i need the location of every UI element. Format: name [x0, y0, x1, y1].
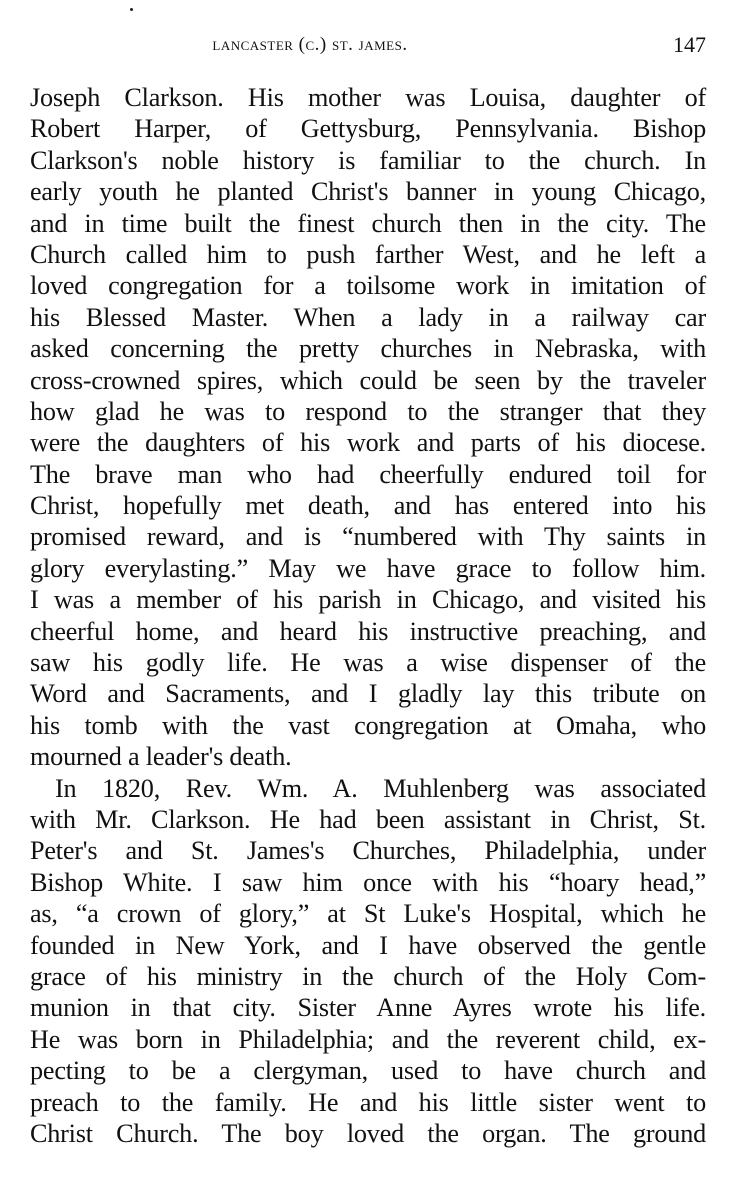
- text-line: and in time built the finest church then in the city. The: [30, 208, 706, 238]
- text-line: early youth he planted Christ's banner in young Chicago,: [30, 177, 706, 207]
- text-line: his tomb with the vast congregation at Omaha, who: [30, 710, 706, 740]
- text-line: The brave man who had cheerfully endured toil for: [30, 459, 706, 489]
- text-line: Clarkson's noble history is familiar to the church. In: [30, 145, 706, 175]
- text-line: were the daughters of his work and parts of his diocese.: [30, 428, 706, 458]
- text-line: He was born in Philadelphia; and the reverent child, ex-: [30, 1024, 706, 1054]
- text-line: I was a member of his parish in Chicago, and visited his: [30, 585, 706, 615]
- text-line: promised reward, and is “numbered with Thy saints in: [30, 522, 706, 552]
- text-line: with Mr. Clarkson. He had been assistant in Christ, St.: [30, 804, 706, 834]
- text-line: Word and Sacraments, and I gladly lay this tribute on: [30, 679, 706, 709]
- text-line: Church called him to push farther West, and he left a: [30, 239, 706, 269]
- text-line: Christ Church. The boy loved the organ. The ground: [30, 1118, 706, 1148]
- text-line: how glad he was to respond to the stranger that they: [30, 396, 706, 426]
- text-line: as, “a crown of glory,” at St Luke's Hospital, which he: [30, 899, 706, 929]
- text-line: preach to the family. He and his little sister went to: [30, 1087, 706, 1117]
- text-line: cheerful home, and heard his instructive preaching, and: [30, 616, 706, 646]
- text-line: mourned a leader's death.: [30, 742, 292, 772]
- text-line: cross-crowned spires, which could be seen by the traveler: [30, 365, 706, 395]
- running-title: lancaster (c.) st. james.: [212, 34, 408, 55]
- scan-speck: [130, 8, 133, 11]
- text-line: loved congregation for a toilsome work in imitation of: [30, 271, 706, 301]
- text-line: munion in that city. Sister Anne Ayres wrote his life.: [30, 993, 706, 1023]
- running-head: [30, 30, 706, 60]
- text-line: saw his godly life. He was a wise dispenser of the: [30, 648, 706, 678]
- page-number: 147: [673, 32, 706, 57]
- text-line: grace of his ministry in the church of the Holy Com-: [30, 961, 706, 991]
- text-line: glory everylasting.” May we have grace to follow him.: [30, 553, 706, 583]
- text-line: his Blessed Master. When a lady in a railway car: [30, 302, 706, 332]
- text-line: Christ, hopefully met death, and has entered into his: [30, 491, 706, 521]
- text-line: founded in New York, and I have observed the gentle: [30, 930, 706, 960]
- paragraph-start-line: In 1820, Rev. Wm. A. Muhlenberg was associated: [55, 773, 706, 803]
- text-line: asked concerning the pretty churches in Nebraska, with: [30, 334, 706, 364]
- text-line: Peter's and St. James's Churches, Philadelphia, under: [30, 836, 706, 866]
- text-line: Robert Harper, of Gettysburg, Pennsylvania. Bishop: [30, 114, 706, 144]
- text-line: Joseph Clarkson. His mother was Louisa, daughter of: [30, 83, 706, 112]
- body-text: [30, 82, 706, 1149]
- text-line: Bishop White. I saw him once with his “hoary head,”: [30, 867, 706, 897]
- text-line: pecting to be a clergyman, used to have church and: [30, 1056, 706, 1086]
